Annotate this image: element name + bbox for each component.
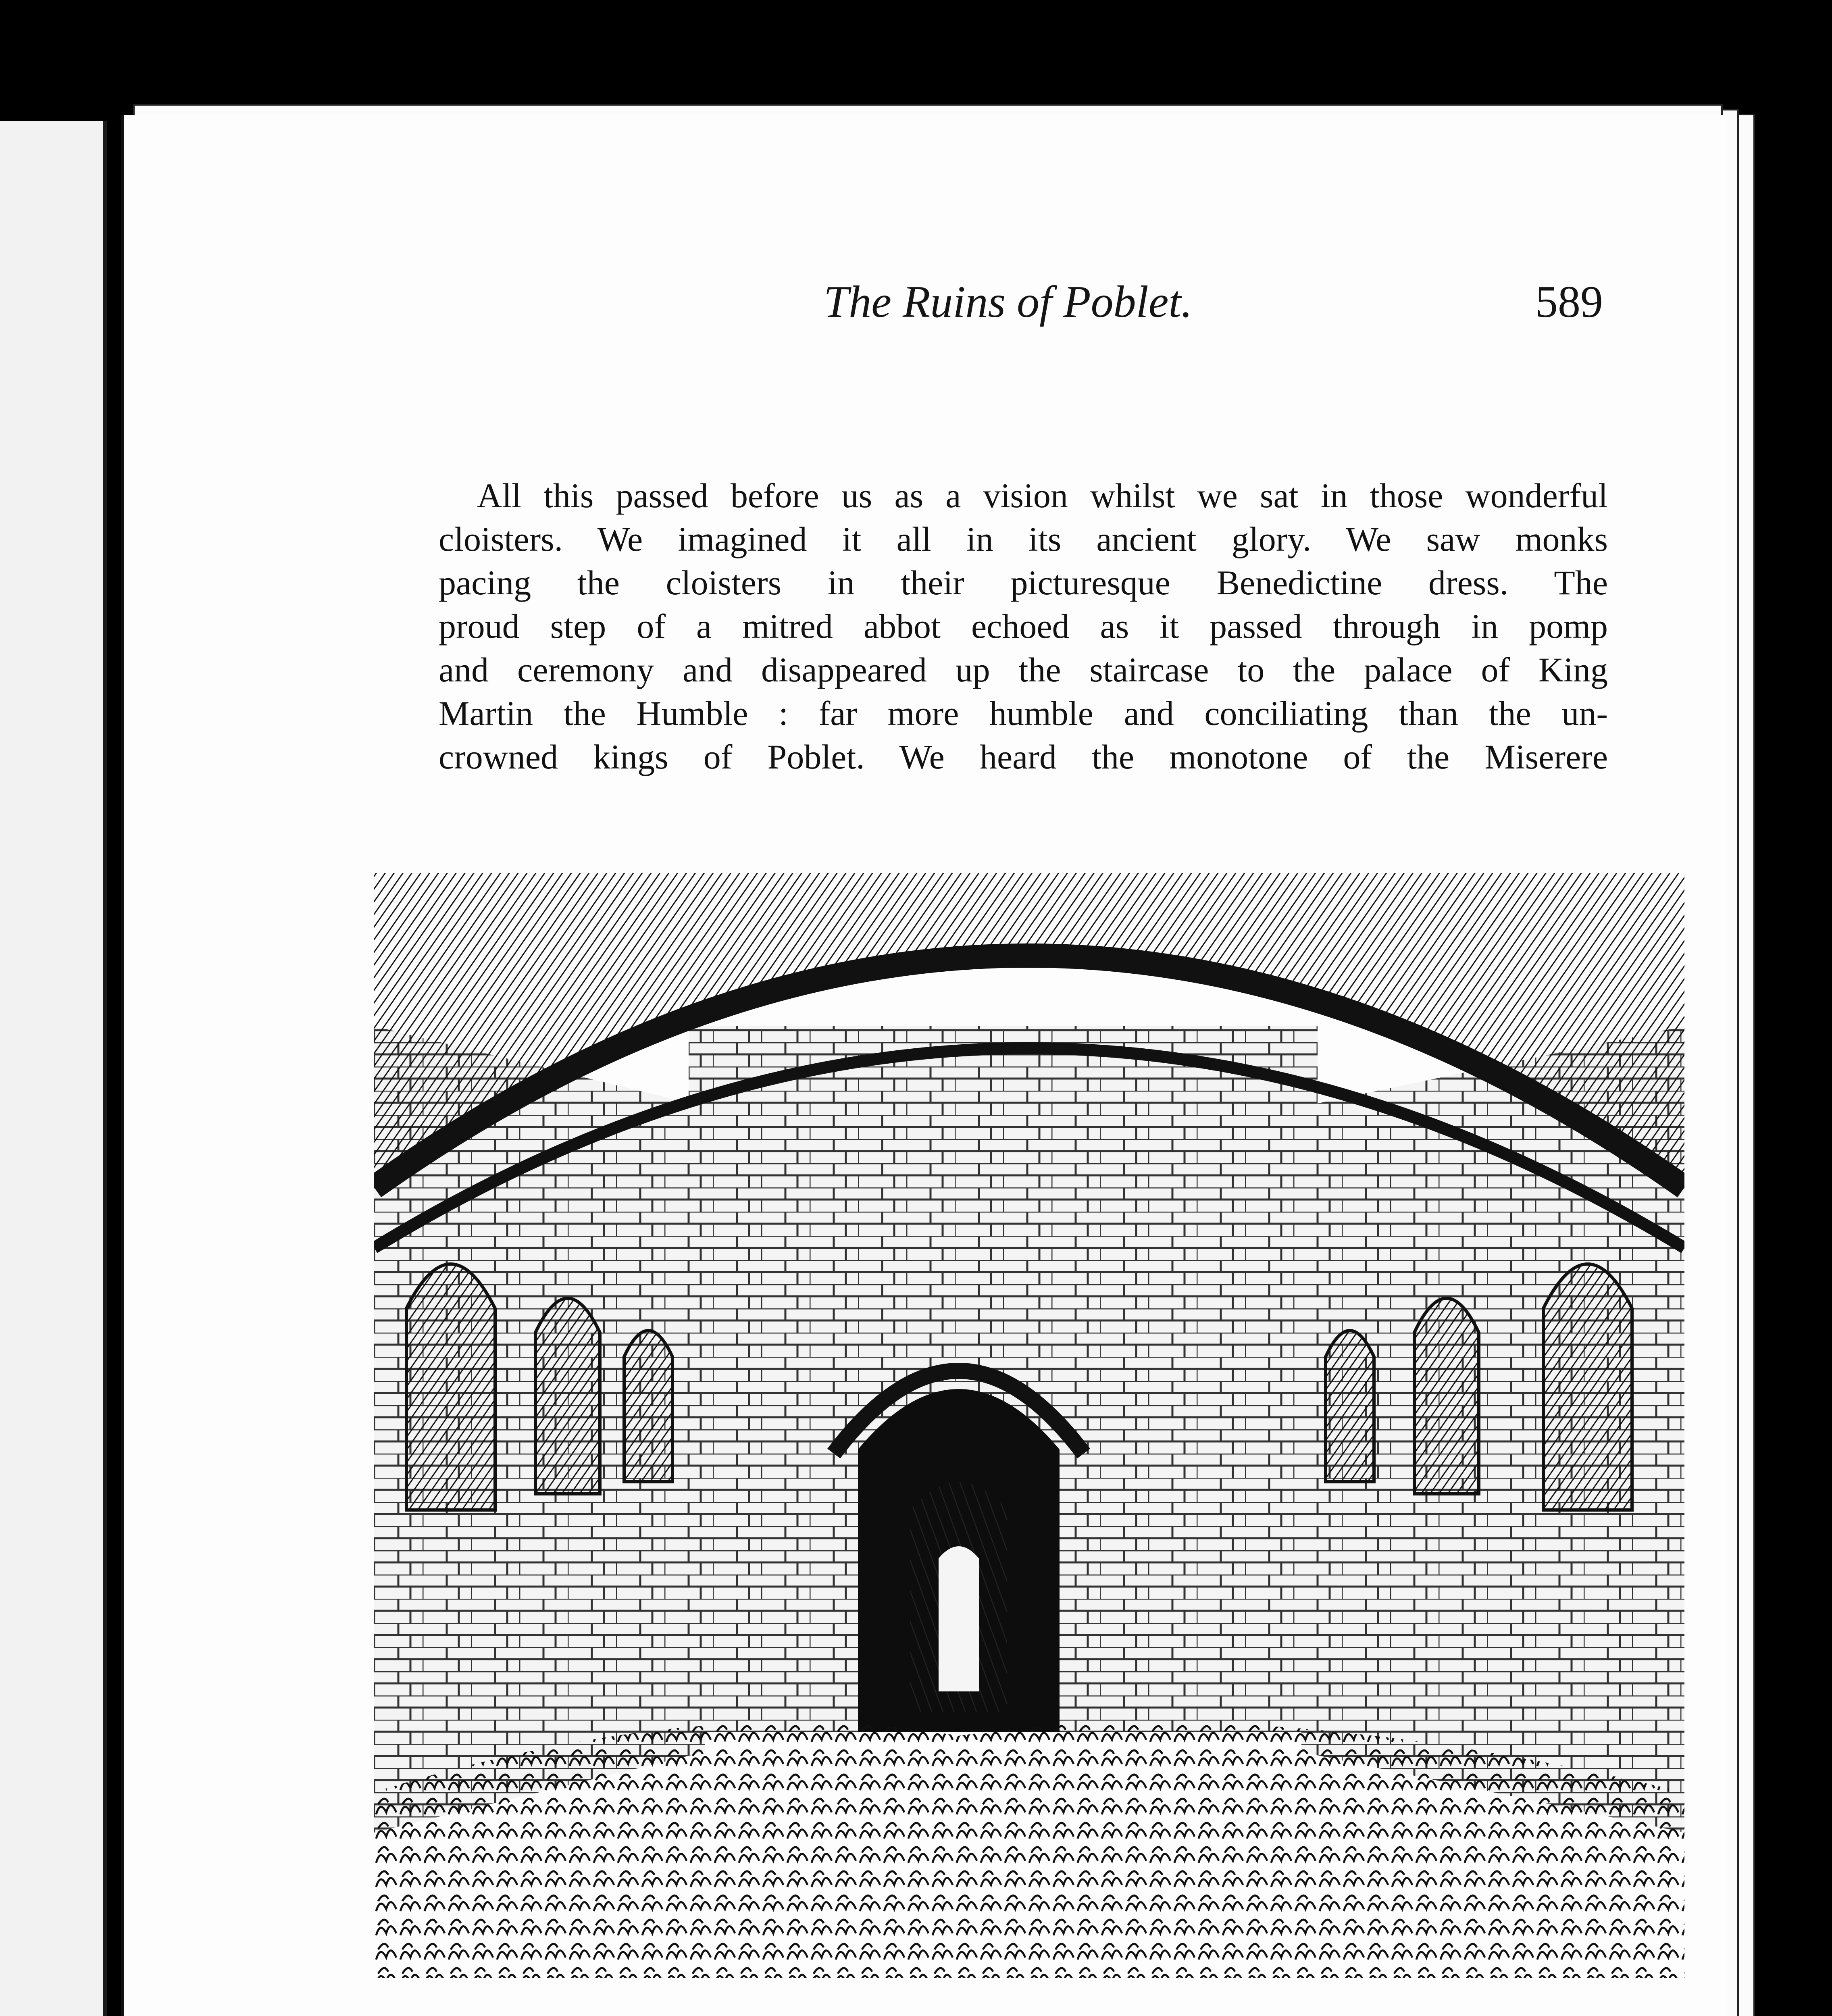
text-line: Martin the Humble : far more humble and conciliating than the un- xyxy=(439,694,1608,733)
facing-page-edge xyxy=(0,121,107,2016)
text-line: pacing the cloisters in their picturesque Benedictine dress. The xyxy=(439,563,1608,602)
book-page xyxy=(121,115,1727,2016)
text-line: cloisters. We imagined it all in its ancient glory. We saw monks xyxy=(439,520,1608,558)
text-line: and ceremony and disappeared up the staircase to the palace of King xyxy=(439,650,1608,689)
text-line: proud step of a mitred abbot echoed as it passed through in pomp xyxy=(439,607,1608,646)
text-line: crowned kings of Poblet. We heard the monotone of the Miserere xyxy=(439,737,1608,776)
cloister-illustration xyxy=(374,825,1684,2016)
running-head: The Ruins of Poblet. xyxy=(824,277,1193,327)
paragraph-top xyxy=(439,474,1608,779)
page-number: 589 xyxy=(1535,277,1603,327)
text-line: All this passed before us as a vision whilst we sat in those wonderful xyxy=(477,476,1608,515)
